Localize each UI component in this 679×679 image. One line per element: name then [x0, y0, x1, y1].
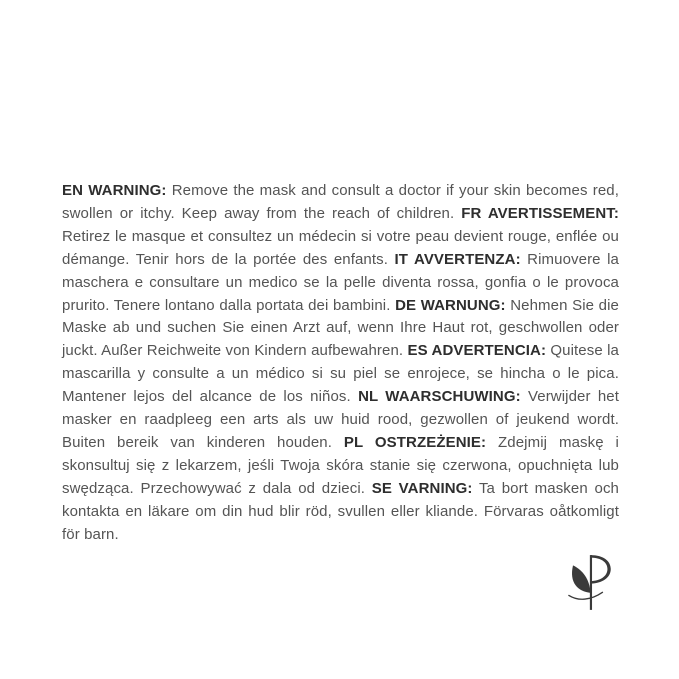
logo-leaf-swash	[569, 592, 603, 599]
language-warning-label: EN WARNING:	[62, 182, 167, 199]
warning-text-segment: Remove the mask and consult a doctor if your skin becomes red, swollen or itchy. Keep away from the reach of children.	[62, 182, 619, 222]
logo-p-bowl	[591, 555, 611, 584]
warning-text-segment: Ta bort masken och kontakta en läkare om din hud blir röd, svullen eller kliande. Förvaras oåtkomligt för barn.	[62, 479, 619, 543]
warning-text-segment: Retirez le masque et consultez un médecin si votre peau devient rouge, enflée ou démange. Tenir hors de la portée des enfants.	[62, 227, 619, 268]
language-warning-label: IT AVVERTENZA:	[394, 250, 521, 268]
language-warning-label: PL OSTRZEŻENIE:	[343, 433, 487, 451]
warning-text-segment: Quitese la mascarilla y consulte a un médico si su piel se enrojece, se hincha o le pica. Mantener lejos del alcance de los niños.	[62, 342, 619, 406]
language-warning-label: NL WAARSCHUWING:	[358, 388, 521, 406]
warning-text-segment: Nehmen Sie die Maske ab und suchen Sie einen Arzt auf, wenn Ihre Haut rot, geschwollen oder juckt. Außer Reichweite von Kindern aufbewahren.	[62, 296, 619, 360]
brand-logo	[563, 553, 613, 613]
language-warning-label: DE WARNUNG:	[395, 296, 506, 314]
leaf-p-monogram-icon	[563, 553, 613, 613]
warning-text-segment: Verwijder het masker en raadpleeg een arts als uw huid rood, gezwollen of jeukend wordt. Buiten bereik van kinderen houden.	[62, 388, 619, 451]
language-warning-label: SE VARNING:	[371, 479, 473, 497]
language-warning-label: ES ADVERTENCIA:	[407, 342, 547, 360]
language-warning-label: FR AVERTISSEMENT:	[461, 204, 619, 222]
logo-leaf	[572, 565, 591, 592]
multilingual-warning-paragraph	[62, 180, 619, 547]
warning-text-segment: Zdejmij maskę i skonsultuj się z lekarzem, jeśli Twoja skóra stanie się czerwona, opuchnięta lub swędząca. Przechowywać z dala od dzieci.	[62, 433, 619, 497]
warning-text-segment: Rimuovere la maschera e consultare un medico se la pelle diventa rossa, gonfia o le provoca prurito. Tenere lontano dalla portata dei bambini.	[62, 250, 620, 314]
